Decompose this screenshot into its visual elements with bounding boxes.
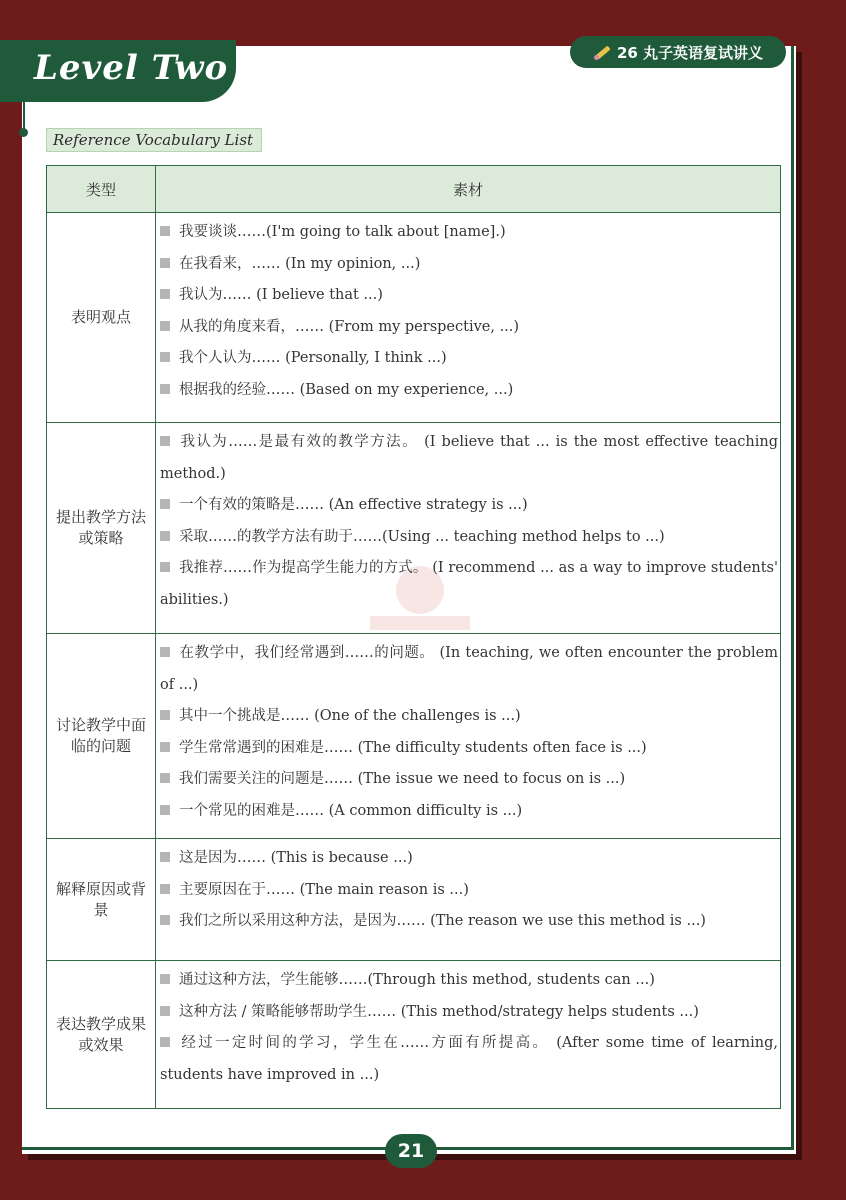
table-header-row xyxy=(47,166,781,213)
header-material: 素材 xyxy=(156,166,781,213)
bullet-square-icon xyxy=(160,742,170,752)
list-item: 我要谈谈……(I'm going to talk about [name].) xyxy=(156,217,780,249)
brand-text: 26 丸子英语复试讲义 xyxy=(616,43,764,62)
list-item: 我个人认为…… (Personally, I think ...) xyxy=(156,343,780,375)
row-type: 提出教学方法或策略 xyxy=(47,423,156,634)
bullet-square-icon xyxy=(160,915,170,925)
brand-badge xyxy=(570,36,786,68)
list-item: 其中一个挑战是…… (One of the challenges is ...) xyxy=(156,701,780,733)
list-item: 这是因为…… (This is because ...) xyxy=(156,843,780,875)
table-row xyxy=(47,423,781,634)
row-items xyxy=(156,423,781,634)
row-type: 表达教学成果或效果 xyxy=(47,961,156,1109)
list-item: 经过一定时间的学习，学生在……方面有所提高。 (After some time of learning, students have improved in ...) xyxy=(160,1035,778,1083)
bullet-square-icon xyxy=(160,773,170,783)
row-type: 解释原因或背景 xyxy=(47,839,156,961)
level-title: Level Two xyxy=(34,48,229,88)
bullet-square-icon xyxy=(160,289,170,299)
list-item: 一个有效的策略是…… (An effective strategy is ...) xyxy=(156,490,780,522)
table-row xyxy=(47,961,781,1109)
row-type: 讨论教学中面临的问题 xyxy=(47,634,156,839)
bullet-square-icon xyxy=(160,499,170,509)
list-item: 在教学中，我们经常遇到……的问题。 (In teaching, we often encounter the problem of ...) xyxy=(160,645,778,693)
row-type: 表明观点 xyxy=(47,213,156,423)
bullet-square-icon xyxy=(160,352,170,362)
list-item: 主要原因在于…… (The main reason is ...) xyxy=(156,875,780,907)
bullet-square-icon xyxy=(160,384,170,394)
decor-dot xyxy=(19,128,28,137)
bullet-square-icon xyxy=(160,531,170,541)
header-type: 类型 xyxy=(47,166,156,213)
bullet-square-icon xyxy=(160,852,170,862)
list-item: 采取……的教学方法有助于……(Using ... teaching method helps to ...) xyxy=(156,522,780,554)
list-item: 我推荐……作为提高学生能力的方式。 (I recommend ... as a way to improve students' abilities.) xyxy=(160,560,778,608)
pen-icon xyxy=(593,43,611,61)
section-label: Reference Vocabulary List xyxy=(46,128,262,152)
list-item: 在我看来，…… (In my opinion, ...) xyxy=(156,249,780,281)
bullet-square-icon xyxy=(160,226,170,236)
bullet-square-icon xyxy=(160,562,170,572)
row-items xyxy=(156,839,781,961)
bullet-square-icon xyxy=(160,805,170,815)
list-item: 根据我的经验…… (Based on my experience, ...) xyxy=(156,375,780,407)
bullet-square-icon xyxy=(160,710,170,720)
table-row xyxy=(47,213,781,423)
list-item: 通过这种方法，学生能够……(Through this method, students can ...) xyxy=(156,965,780,997)
list-item: 从我的角度来看，…… (From my perspective, ...) xyxy=(156,312,780,344)
list-item: 我们之所以采用这种方法，是因为…… (The reason we use this method is ...) xyxy=(156,906,780,938)
table-row xyxy=(47,634,781,839)
list-item: 学生常常遇到的困难是…… (The difficulty students often face is ...) xyxy=(156,733,780,765)
vocabulary-table xyxy=(46,165,781,1109)
page-number: 21 xyxy=(385,1134,437,1168)
list-item: 我们需要关注的问题是…… (The issue we need to focus on is ...) xyxy=(156,764,780,796)
row-items xyxy=(156,213,781,423)
level-tab xyxy=(0,40,236,102)
list-item: 我认为……是最有效的教学方法。 (I believe that ... is the most effective teaching method.) xyxy=(160,434,778,482)
list-item: 这种方法 / 策略能够帮助学生…… (This method/strategy helps students ...) xyxy=(156,997,780,1029)
row-items xyxy=(156,634,781,839)
table-row xyxy=(47,839,781,961)
bullet-square-icon xyxy=(160,258,170,268)
bullet-square-icon xyxy=(160,1037,170,1047)
bullet-square-icon xyxy=(160,321,170,331)
bullet-square-icon xyxy=(160,884,170,894)
bullet-square-icon xyxy=(160,647,170,657)
bullet-square-icon xyxy=(160,974,170,984)
list-item: 一个常见的困难是…… (A common difficulty is ...) xyxy=(156,796,780,828)
list-item: 我认为…… (I believe that ...) xyxy=(156,280,780,312)
bullet-square-icon xyxy=(160,436,170,446)
row-items xyxy=(156,961,781,1109)
bullet-square-icon xyxy=(160,1006,170,1016)
